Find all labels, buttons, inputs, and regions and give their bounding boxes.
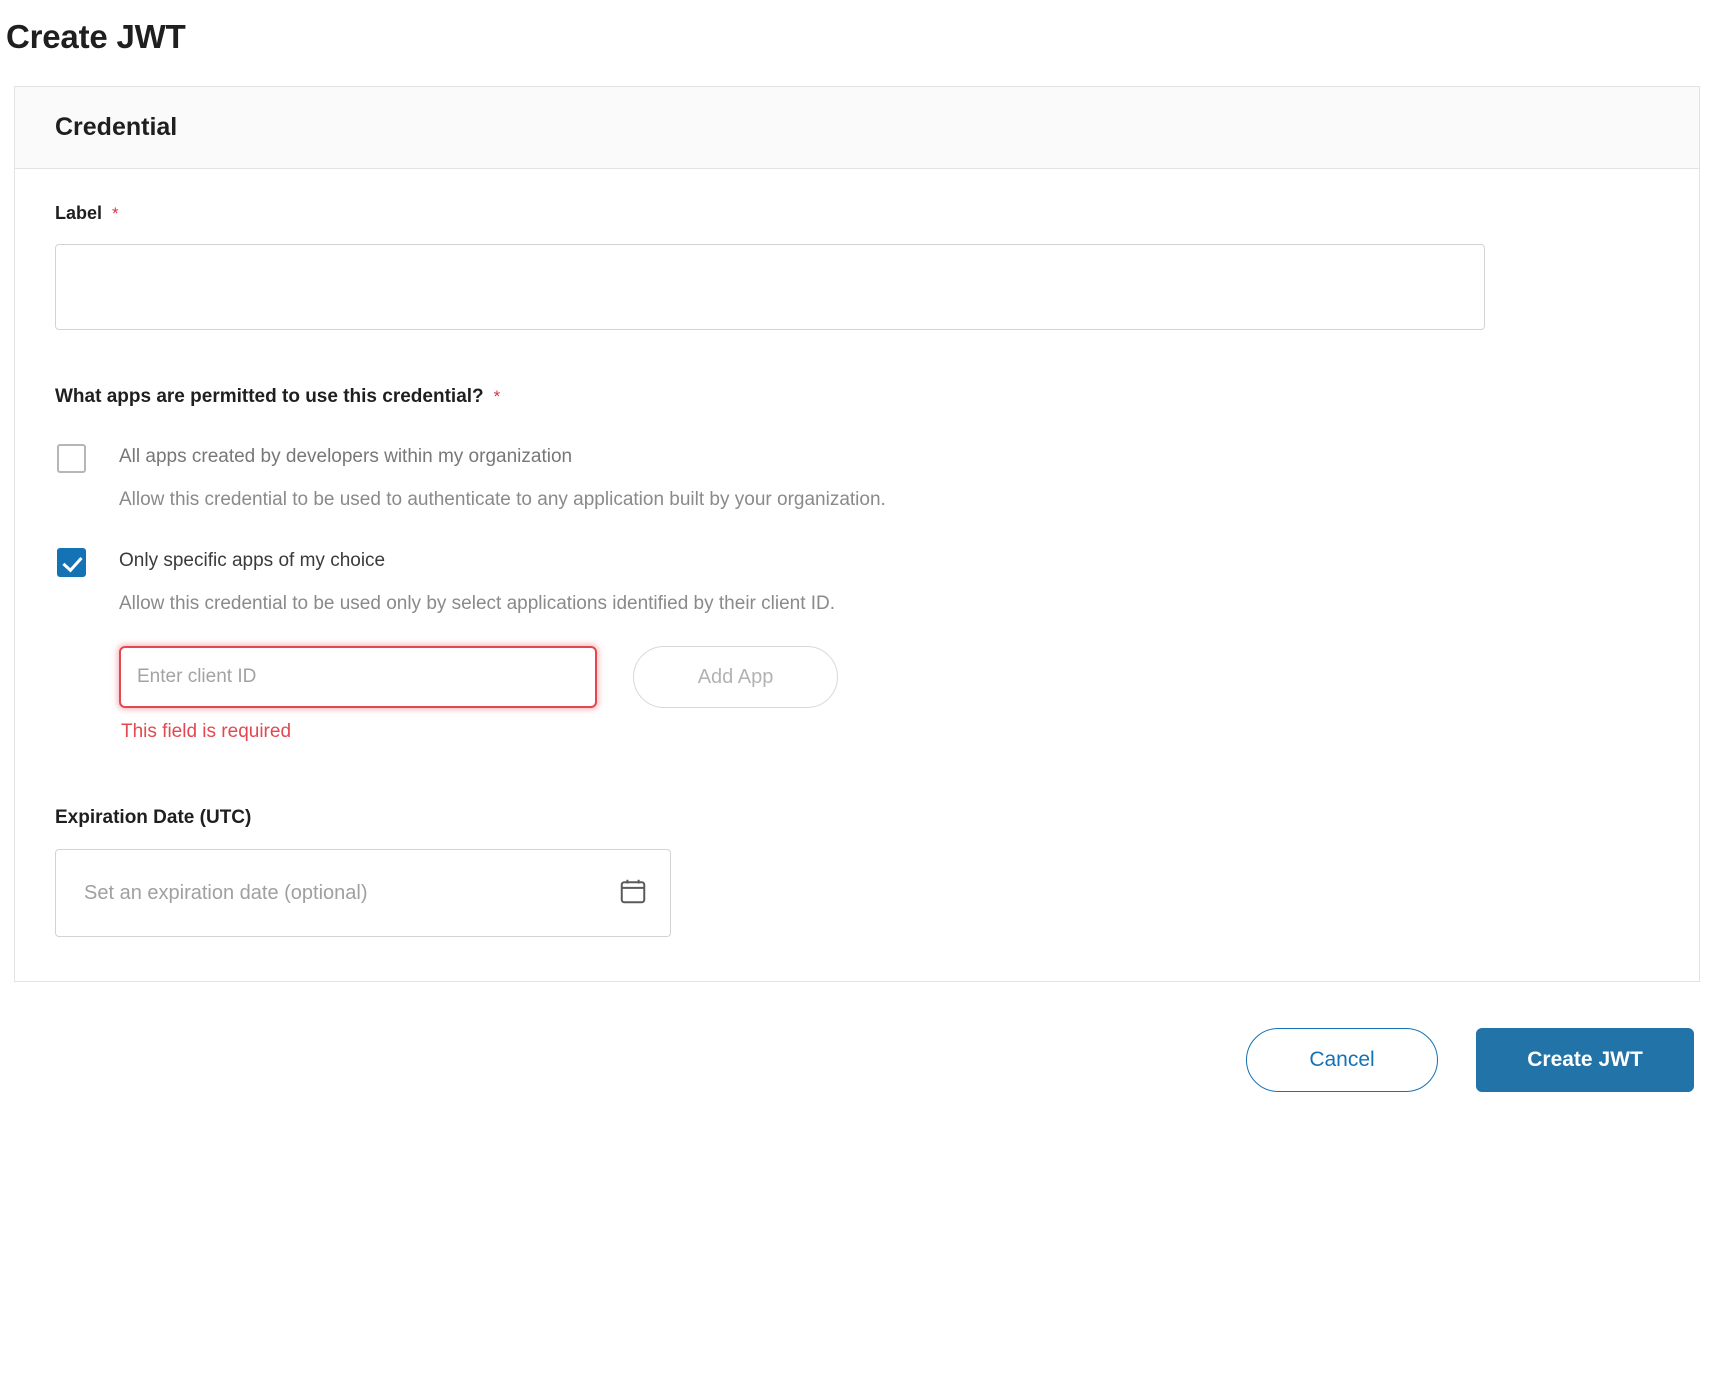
client-id-error: This field is required [121, 721, 292, 742]
checkbox-specific-apps[interactable] [57, 548, 86, 577]
apps-question-text: What apps are permitted to use this credential? [55, 386, 484, 407]
option-all-apps-title: All apps created by developers within my organization [119, 446, 573, 467]
credential-card [14, 86, 1700, 982]
create-jwt-button[interactable]: Create JWT [1476, 1028, 1694, 1092]
credential-card-body [15, 169, 1699, 981]
client-id-input[interactable] [119, 646, 597, 708]
option-specific-apps-texts [119, 546, 838, 743]
expiration-date-field[interactable] [55, 849, 671, 937]
expiration-date-input[interactable] [82, 881, 562, 906]
cancel-button[interactable]: Cancel [1246, 1028, 1438, 1092]
required-asterisk: * [493, 387, 501, 406]
checkbox-all-apps[interactable] [57, 444, 86, 473]
label-field-label [55, 203, 1659, 224]
option-specific-apps[interactable] [55, 546, 1659, 743]
add-app-button[interactable]: Add App [633, 646, 838, 708]
option-specific-apps-description: Allow this credential to be used only by select applications identified by their client ID. [119, 593, 836, 614]
option-all-apps[interactable] [55, 442, 1659, 512]
form-footer [0, 1028, 1694, 1092]
calendar-icon[interactable] [618, 876, 648, 911]
label-field-text: Label [55, 203, 103, 223]
page-title: Create JWT [6, 18, 186, 55]
option-all-apps-description: Allow this credential to be used to authenticate to any application built by your organization. [119, 489, 886, 510]
card-title: Credential [55, 113, 178, 141]
label-input[interactable] [55, 244, 1485, 330]
required-asterisk: * [112, 204, 119, 223]
option-all-apps-texts [119, 442, 886, 512]
option-specific-apps-title: Only specific apps of my choice [119, 550, 386, 571]
credential-card-header [15, 87, 1699, 169]
apps-question [55, 386, 1659, 408]
expiration-date-label: Expiration Date (UTC) [55, 807, 252, 828]
client-id-row [119, 646, 838, 708]
